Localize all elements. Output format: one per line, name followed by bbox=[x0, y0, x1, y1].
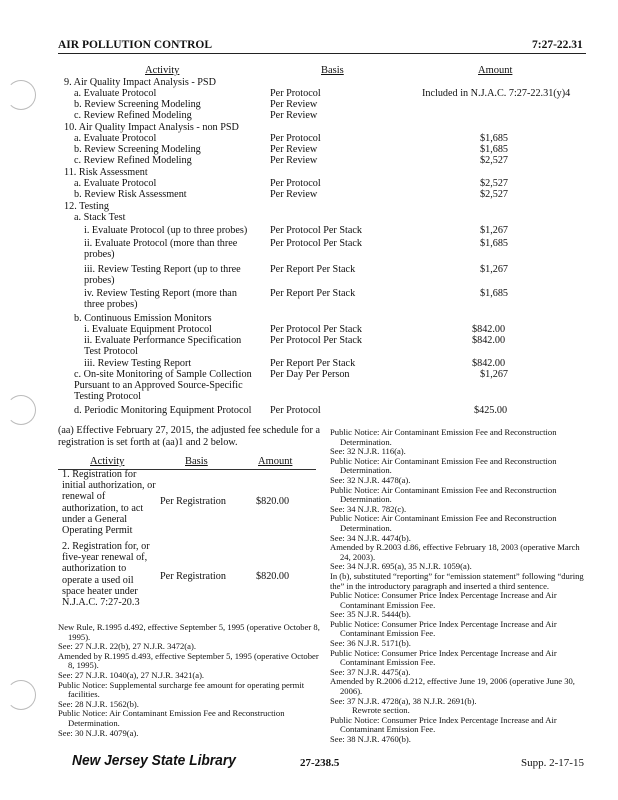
reg-header-amount: Amount bbox=[258, 456, 293, 467]
supplement-date: Supp. 2-17-15 bbox=[521, 757, 584, 769]
subsection-aa-text: (aa) Effective February 27, 2015, the adjusted fee schedule for a registration is set forth at (aa)1 and 2 below. bbox=[58, 425, 320, 448]
page-number: 27-238.5 bbox=[300, 757, 340, 769]
binder-hole bbox=[6, 80, 36, 110]
running-head-section: 7:27-22.31 bbox=[532, 39, 583, 51]
col-header-amount: Amount bbox=[478, 65, 513, 76]
binder-hole bbox=[6, 395, 36, 425]
reg-header-activity: Activity bbox=[90, 456, 125, 467]
running-head-title: AIR POLLUTION CONTROL bbox=[58, 39, 212, 51]
col-header-basis: Basis bbox=[321, 65, 344, 76]
binder-hole bbox=[6, 680, 36, 710]
col-header-activity: Activity bbox=[145, 65, 180, 76]
header-rule bbox=[58, 53, 586, 54]
reg-header-basis: Basis bbox=[185, 456, 208, 467]
history-notes-left: New Rule, R.1995 d.492, effective September 5, 1995 (operative October 8, 1995). See: 27 N.J.R. 22(b), 27 N.J.R. 3472(a). Amended by R.1995 d.493, effective September 5, 1995 (operative October 8, 1995). See: 27 N.J.R. 1040(a), 27 N.J.R. 3421(a). Public Notice: Supplemental surcharge fee amount for operating permit facilities. See: 28 N.J.R. 1562(b). Public Notice: Air Contaminant Emission Fee and Reconstruction Determination. See: 30 N.J.R. 4079(a). bbox=[58, 622, 320, 738]
history-notes-right: Public Notice: Air Contaminant Emission Fee and Reconstruction Determination. See: 32 N.J.R. 116(a). Public Notice: Air Contaminant Emission Fee and Reconstruction Determination. See: 32 N.J.R. 4478(a). Public Notice: Air Contaminant Emission Fee and Reconstruction Determination. See: 34 N.J.R. 782(c). Public Notice: Air Contaminant Emission Fee and Reconstruction Determination. See: 34 N.J.R. 4474(b). Amended by R.2003 d.86, effective February 18, 2003 (operative March 24, 2003). See: 34 N.J.R. 695(a), 35 N.J.R. 1059(a). In (b), substituted “reporting” for “emission statement” following “during the” in the introductory paragraph and inserted a third sentence. Public Notice: Consumer Price Index Percentage Increase and Air Contaminant Emission Fee. See: 35 N.J.R. 5444(b). Public Notice: Consumer Price Index Percentage Increase and Air Contaminant Emission Fee. See: 36 N.J.R. 5171(b). Public Notice: Consumer Price Index Percentage Increase and Air Contaminant Emission Fee. See: 37 N.J.R. 4475(a). Amended by R.2006 d.212, effective June 19, 2006 (operative June 30, 2006). See: 37 N.J.R. 4728(a), 38 N.J.R. 2691(b). Rewrote section. Public Notice: Consumer Price Index Percentage Increase and Air Contaminant Emission Fee. See: 38 N.J.R. 4760(b). bbox=[330, 427, 584, 744]
library-stamp: New Jersey State Library bbox=[72, 753, 236, 769]
